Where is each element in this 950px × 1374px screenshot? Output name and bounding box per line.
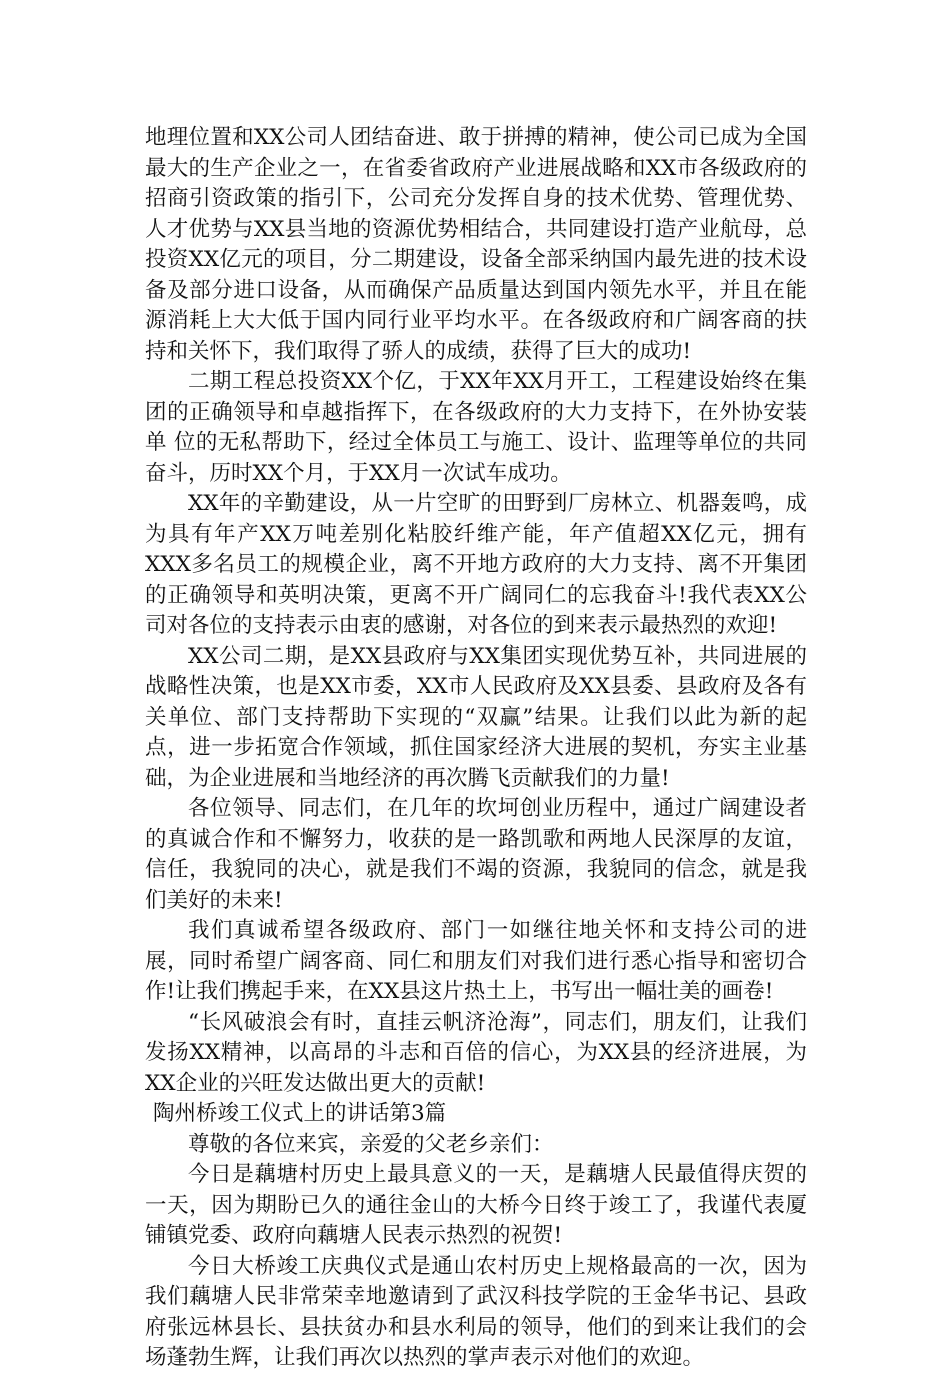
salutation: 尊敬的各位来宾，亲爱的父老乡亲们： [188,1131,554,1157]
body-paragraph: “长风破浪会有时，直挂云帆济沧海”，同志们，朋友们，让我们发扬XX精神，以高昂的斗志和百倍的信心，为XX县的经济进展，为XX企业的兴旺发达做出更大的贡献! [145,1009,807,1096]
section-title: 陶州桥竣工仪式上的讲话第3篇 [153,1101,447,1126]
body-paragraph: XX年的辛勤建设，从一片空旷的田野到厂房林立、机器轰鸣，成为具有年产XX万吨差别化粘胶纤维产能，年产值超XX亿元，拥有XXX多名员工的规模企业，离不开地方政府的大力支持、离不开集团的正确领导和英明决策，更离不开广阔同仁的忘我奋斗!我代表XX公司对各位的支持表示由衷的感谢，对各位的到来表示最热烈的欢迎! [145,491,807,638]
document-page [145,123,807,1374]
body-paragraph: 今日大桥竣工庆典仪式是通山农村历史上规格最高的一次，因为我们藕塘人民非常荣幸地邀请到了武汉科技学院的王金华书记、县政府张远林县长、县扶贫办和县水利局的领导，他们的到来让我们的会场蓬勃生辉，让我们再次以热烈的掌声表示对他们的欢迎。 [145,1253,807,1370]
body-paragraph: 今日是藕塘村历史上最具意义的一天，是藕塘人民最值得庆贺的一天，因为期盼已久的通往金山的大桥今日终于竣工了，我谨代表厦铺镇党委、政府向藕塘人民表示热烈的祝贺! [145,1162,807,1248]
body-paragraph: 各位领导、同志们，在几年的坎坷创业历程中，通过广阔建设者的真诚合作和不懈努力，收获的是一路凯歌和两地人民深厚的友谊，信任，我貌同的决心，就是我们不竭的资源，我貌同的信念，就是我们美好的未来! [145,796,807,913]
body-paragraph: 我们真诚希望各级政府、部门一如继往地关怀和支持公司的进展，同时希望广阔客商、同仁和朋友们对我们进行悉心指导和密切合作!让我们携起手来，在XX县这片热土上，书写出一幅壮美的画卷! [145,918,807,1004]
body-paragraph: 二期工程总投资XX个亿，于XX年XX月开工，工程建设始终在集团的正确领导和卓越指挥下，在各级政府的大力支持下，在外协安装单 位的无私帮助下，经过全体员工与施工、设计、监理等单位的共同奋斗，历时XX个月，于XX月一次试车成功。 [145,369,807,486]
body-paragraph: XX公司二期，是XX县政府与XX集团实现优势互补，共同进展的战略性决策，也是XX市委，XX市人民政府及XX县委、县政府及各有关单位、部门支持帮助下实现的“双赢”结果。让我们以此为新的起点，进一步拓宽合作领域，抓住国家经济大进展的契机，夯实主业基础，为企业进展和当地经济的再次腾飞贡献我们的力量! [145,643,807,791]
body-paragraph-continued: 地理位置和XX公司人团结奋进、敢于拼搏的精神，使公司已成为全国最大的生产企业之一，在省委省政府产业进展战略和XX市各级政府的招商引资政策的指引下，公司充分发挥自身的技术优势、管理优势、人才优势与XX县当地的资源优势相结合，共同建设打造产业航母，总投资XX亿元的项目，分二期建设，设备全部采纳国内最先进的技术设备及部分进口设备，从而确保产品质量达到国内领先水平，并且在能源消耗上大大低于国内同行业平均水平。在各级政府和广阔客商的扶持和关怀下，我们取得了骄人的成绩，获得了巨大的成功! [145,125,807,364]
